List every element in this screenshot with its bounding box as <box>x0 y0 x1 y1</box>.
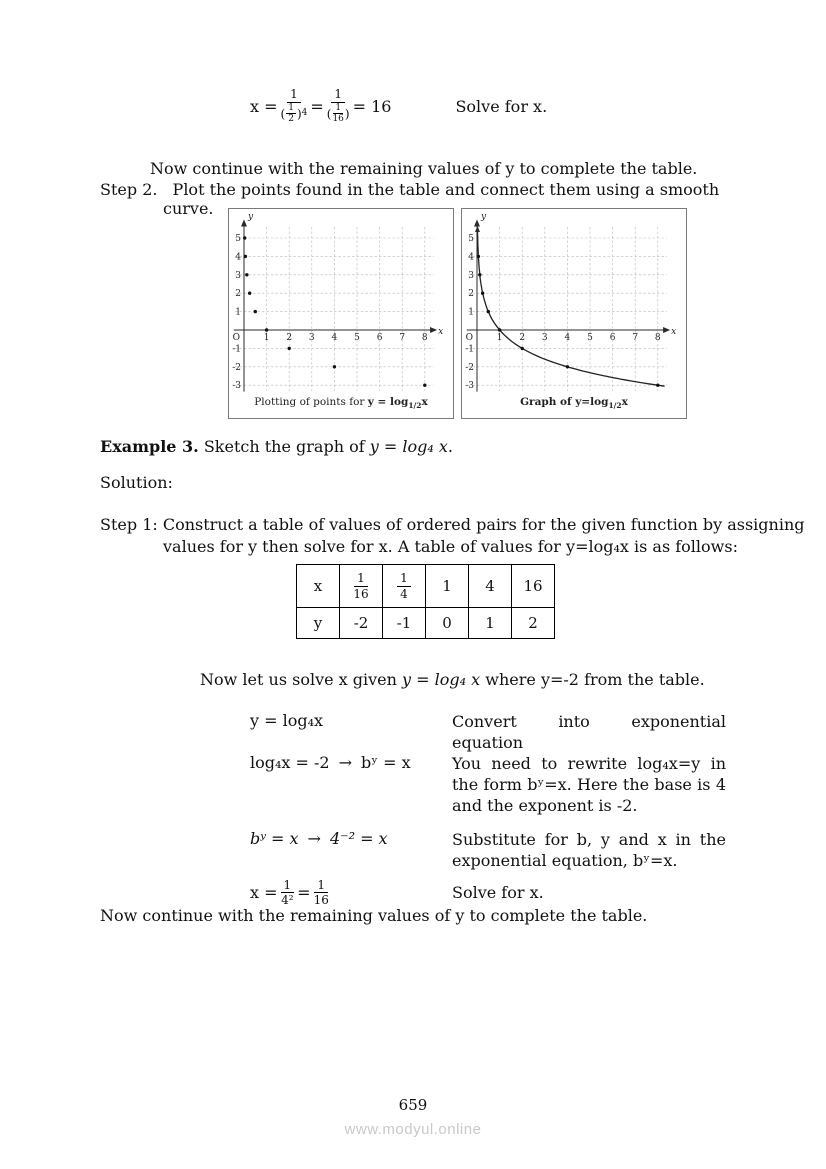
figure-graphs <box>228 208 687 419</box>
math-fragment: log₄x = -2 <box>250 753 330 773</box>
svg-text:6: 6 <box>376 333 383 343</box>
svg-text:4: 4 <box>331 333 338 343</box>
svg-text:-3: -3 <box>232 381 241 392</box>
paren-open: ( <box>326 106 332 121</box>
cell-fraction <box>397 572 411 600</box>
top-equation <box>250 88 547 124</box>
svg-text:6: 6 <box>609 333 616 343</box>
caption-pre: Plotting of points for <box>254 396 368 408</box>
caption-subscript: 1/2 <box>608 401 622 411</box>
values-table <box>296 564 555 639</box>
den: 16 <box>353 586 369 601</box>
cell-y4: 1 <box>469 608 512 639</box>
svg-text:4: 4 <box>468 252 474 263</box>
solve-intro <box>200 670 705 689</box>
svg-text:5: 5 <box>587 333 593 343</box>
work-note-4: Solve for x. <box>452 883 544 903</box>
closing-paragraph: Now continue with the remaining values of y to complete the table. <box>100 906 648 925</box>
example3-math: y = log₄ x <box>369 437 448 456</box>
solve-intro-pre: Now let us solve x given <box>200 670 403 689</box>
work-row-1 <box>250 711 728 753</box>
step2-text2: curve. <box>163 199 214 218</box>
nested-fraction <box>286 104 296 125</box>
equals-sign: = <box>297 883 311 903</box>
cell-x5: 16 <box>512 565 555 608</box>
solve-intro-math: y = log₄ x <box>402 670 481 689</box>
den: 16 <box>313 893 329 908</box>
work-row-2 <box>250 753 728 816</box>
cell-x4: 4 <box>469 565 512 608</box>
work-math-2 <box>250 753 452 772</box>
den: 4 <box>400 586 408 601</box>
svg-text:1: 1 <box>235 307 241 318</box>
svg-text:y: y <box>248 212 254 222</box>
cell-y-label: y <box>297 608 340 639</box>
work-math-3 <box>250 829 452 848</box>
table-row-x <box>297 565 555 608</box>
nested-num: 1 <box>335 102 342 113</box>
cell-y3: 0 <box>426 608 469 639</box>
solve-note: Solve for x. <box>455 96 548 116</box>
left-graph-box <box>228 208 454 419</box>
caption-var: x <box>621 396 628 408</box>
svg-text:5: 5 <box>468 234 474 244</box>
svg-text:3: 3 <box>235 270 241 281</box>
example3-end: . <box>447 437 453 456</box>
solution-label: Solution: <box>100 473 173 492</box>
svg-text:4: 4 <box>235 252 241 263</box>
svg-text:-2: -2 <box>232 362 241 373</box>
cell-x1 <box>340 565 383 608</box>
math-fragment: bʸ = x <box>361 753 411 773</box>
cell-y2: -1 <box>383 608 426 639</box>
fraction <box>281 879 295 907</box>
num: 1 <box>354 572 368 587</box>
equals-sign: = <box>310 96 324 116</box>
fraction-1 <box>281 88 308 124</box>
svg-text:2: 2 <box>468 289 474 300</box>
work-row-4 <box>250 879 728 907</box>
svg-text:8: 8 <box>654 333 661 343</box>
example3-heading <box>100 437 453 456</box>
work-math-4 <box>250 879 452 907</box>
cell-x3: 1 <box>426 565 469 608</box>
right-graph-caption <box>520 396 628 410</box>
svg-text:1: 1 <box>468 307 474 318</box>
example3-label: Example 3. <box>100 437 199 456</box>
math-fragment: 4⁻² = x <box>329 828 388 848</box>
paren-close: ) <box>344 106 350 121</box>
nested-den: 2 <box>288 114 294 125</box>
step1-line1: Step 1: Construct a table of values of ordered pairs for the given function by assigning <box>100 515 805 534</box>
svg-text:4: 4 <box>564 333 571 343</box>
exponent: 4 <box>301 108 308 119</box>
cell-y1: -2 <box>340 608 383 639</box>
step1-block <box>100 514 804 558</box>
right-graph-box <box>461 208 687 419</box>
svg-text:3: 3 <box>308 333 315 343</box>
left-graph-canvas <box>229 209 453 394</box>
work-row-3 <box>250 829 728 871</box>
num: 1 <box>314 879 328 894</box>
fraction-denominator <box>327 103 350 125</box>
svg-text:y: y <box>481 212 487 222</box>
nested-den: 16 <box>332 114 344 125</box>
page-number: 659 <box>398 1096 428 1114</box>
svg-text:3: 3 <box>468 270 474 281</box>
svg-text:O: O <box>232 333 240 343</box>
equation-result: = 16 <box>352 96 392 116</box>
svg-text:-3: -3 <box>465 381 474 392</box>
cell-y5: 2 <box>512 608 555 639</box>
step2-label: Step 2. <box>100 180 158 199</box>
arrow-icon: → <box>307 828 321 848</box>
fraction <box>314 879 329 907</box>
svg-text:-1: -1 <box>232 344 241 355</box>
svg-text:3: 3 <box>541 333 548 343</box>
paren-close: ) <box>296 106 302 121</box>
nested-num: 1 <box>288 102 294 113</box>
svg-text:7: 7 <box>632 333 639 343</box>
arrow-icon: → <box>338 753 352 773</box>
svg-text:1: 1 <box>496 333 503 343</box>
table-row-y <box>297 608 555 639</box>
work-note-1: Convert into exponential equation <box>452 712 726 753</box>
step2-text: Plot the points found in the table and connect them using a smooth <box>172 180 720 199</box>
svg-text:5: 5 <box>235 234 241 244</box>
example3-text: Sketch the graph of <box>198 437 370 456</box>
paren-open: ( <box>280 106 286 121</box>
svg-text:-2: -2 <box>465 362 474 373</box>
worked-solution <box>250 711 728 907</box>
cell-fraction <box>353 572 368 600</box>
work-note-2: You need to rewrite log₄x=y in the form bʸ=x. Here the base is 4 and the exponent is -2. <box>452 754 726 816</box>
step1-line2: values for y then solve for x. A table of values for y=log₄x is as follows: <box>163 537 738 556</box>
num: 1 <box>281 879 295 894</box>
work-math-1: y = log₄x <box>250 711 324 730</box>
caption-func-text: Graph of y=log <box>520 396 609 408</box>
paragraph-continue: Now continue with the remaining values of y to complete the table. <box>150 159 698 178</box>
math-fragment: bʸ = x <box>250 828 299 848</box>
eq-lead: x = <box>250 96 278 116</box>
math-fragment: x = <box>250 883 278 903</box>
svg-text:2: 2 <box>235 289 241 300</box>
fraction-2 <box>327 88 350 124</box>
caption-func <box>520 396 628 411</box>
num: 1 <box>397 572 411 587</box>
svg-text:x: x <box>438 327 444 337</box>
cell-x-label: x <box>297 565 340 608</box>
svg-text:5: 5 <box>354 333 360 343</box>
svg-text:-1: -1 <box>465 344 474 355</box>
caption-func <box>367 396 428 411</box>
caption-func-text: y = log <box>367 396 409 408</box>
nested-fraction <box>332 104 343 125</box>
cell-x2 <box>383 565 426 608</box>
caption-var: x <box>421 396 428 408</box>
fraction-numerator: 1 <box>331 88 345 103</box>
svg-text:7: 7 <box>399 333 406 343</box>
svg-text:2: 2 <box>519 333 526 343</box>
left-graph-caption <box>254 396 428 410</box>
svg-text:8: 8 <box>421 333 428 343</box>
caption-subscript: 1/2 <box>408 401 422 411</box>
solve-intro-post: where y=-2 from the table. <box>480 670 705 689</box>
work-note-3: Substitute for b, y and x in the exponential equation, bʸ=x. <box>452 829 726 870</box>
right-graph-canvas <box>462 209 686 394</box>
svg-text:O: O <box>465 333 473 343</box>
den: 4² <box>281 893 294 908</box>
fraction-denominator <box>281 103 308 125</box>
watermark: www.modyul.online <box>344 1121 482 1138</box>
fraction-numerator: 1 <box>287 88 301 103</box>
svg-text:2: 2 <box>286 333 293 343</box>
svg-text:1: 1 <box>263 333 270 343</box>
svg-text:x: x <box>671 327 677 337</box>
